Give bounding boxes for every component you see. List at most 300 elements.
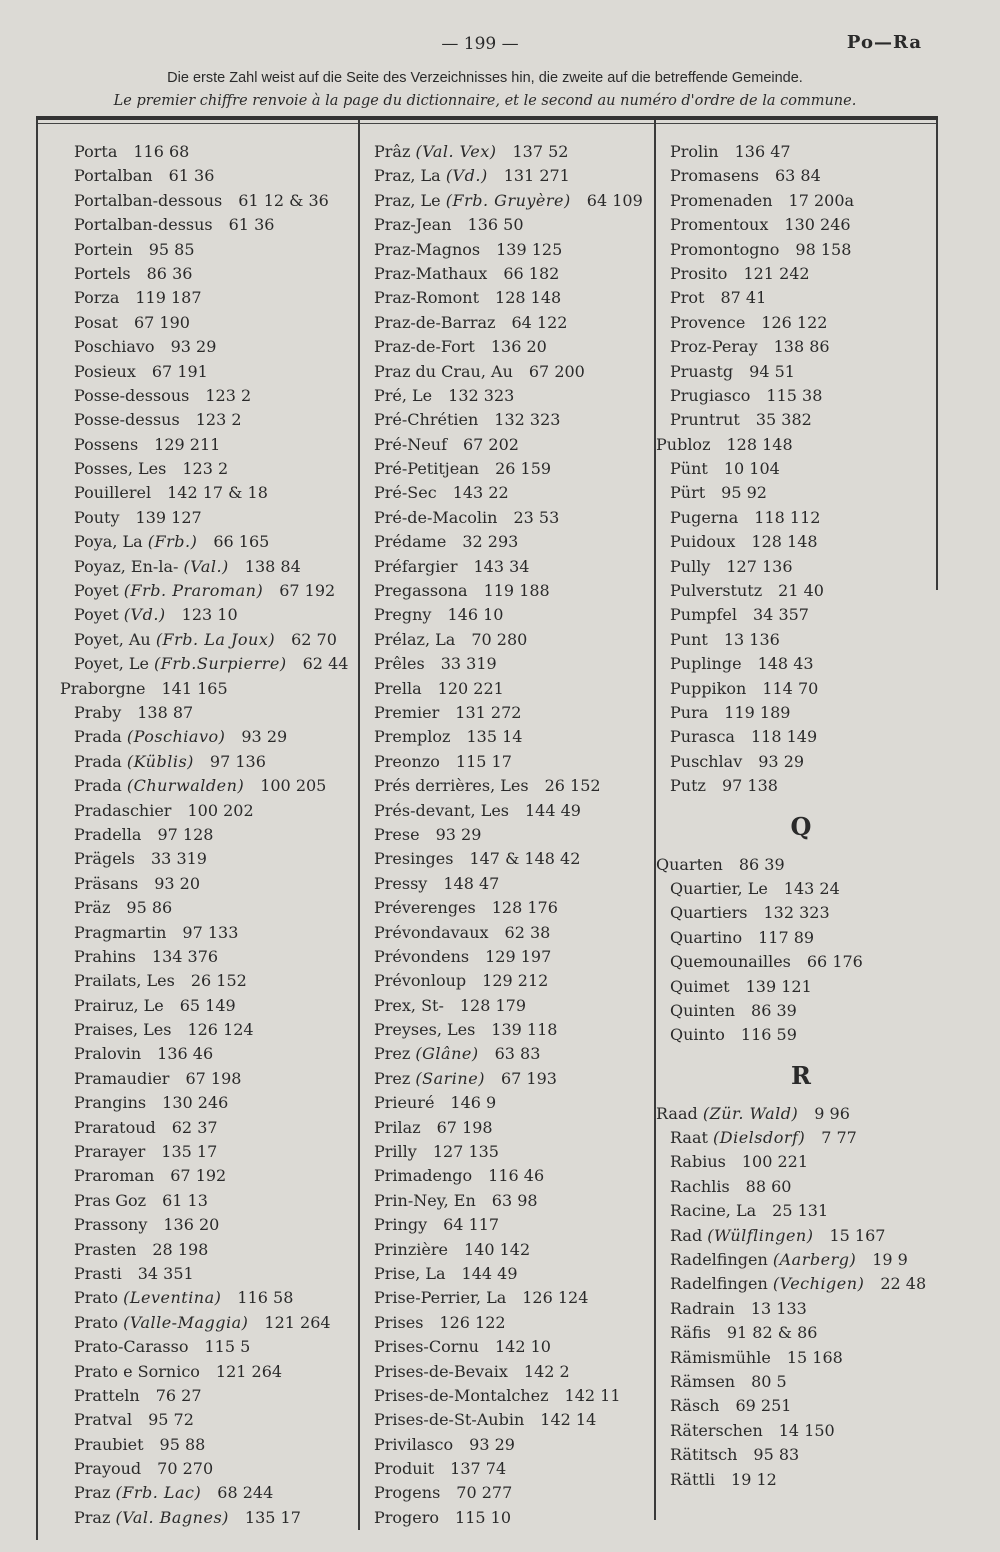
entry-note: (Vd.) — [123, 605, 166, 625]
index-entry — [374, 481, 652, 505]
entry-reference: 126 124 — [522, 1288, 589, 1308]
entry-reference: 128 148 — [495, 288, 562, 308]
entry-note: (Frb. Lac) — [115, 1483, 202, 1503]
index-entry — [374, 921, 652, 945]
entry-name: Racine, La — [670, 1201, 757, 1221]
entry-name: Portein — [74, 239, 133, 259]
index-entry — [670, 628, 932, 652]
entry-reference: 132 323 — [494, 410, 561, 430]
entry-name: Prises-Cornu — [374, 1337, 479, 1357]
entry-name: Prailats, Les — [74, 971, 175, 991]
entry-name: Prato — [74, 1288, 119, 1308]
entry-name: Prés-devant, Les — [374, 800, 509, 820]
entry-name: Prilaz — [374, 1117, 421, 1137]
entry-name: Pré-Chrétien — [374, 410, 479, 430]
index-entry — [374, 140, 652, 164]
entry-name: Präsans — [74, 873, 139, 893]
index-entry — [374, 677, 652, 701]
entry-name: Posieux — [74, 361, 136, 381]
entry-note: (Frb.) — [147, 532, 198, 552]
entry-name: Prise-Perrier, La — [374, 1288, 507, 1308]
entry-reference: 63 83 — [494, 1044, 541, 1064]
entry-note: (Aarberg) — [772, 1250, 857, 1270]
index-entry — [670, 262, 932, 286]
column-rule-middle — [358, 120, 360, 1530]
entry-name: Progero — [374, 1507, 440, 1527]
entry-reference: 132 323 — [763, 903, 830, 923]
entry-reference: 143 24 — [783, 878, 840, 898]
index-entry — [74, 1286, 354, 1310]
index-entry — [374, 530, 652, 554]
entry-reference: 65 149 — [179, 995, 236, 1015]
index-entry — [374, 506, 652, 530]
index-entry — [374, 1116, 652, 1140]
entry-note: (Wülflingen) — [707, 1225, 814, 1245]
entry-reference: 7 77 — [821, 1128, 857, 1148]
index-entry — [670, 926, 932, 950]
entry-name: Quimet — [670, 976, 730, 996]
index-entry — [74, 774, 354, 798]
index-entry — [670, 1023, 932, 1047]
entry-reference: 95 85 — [148, 239, 195, 259]
entry-name: Quarten — [656, 854, 723, 874]
entry-reference: 87 41 — [720, 288, 767, 308]
entry-reference: 67 193 — [500, 1068, 557, 1088]
entry-reference: 139 121 — [745, 976, 812, 996]
entry-name: Prada — [74, 751, 122, 771]
entry-reference: 120 221 — [437, 678, 504, 698]
index-entry — [74, 945, 354, 969]
entry-name: Prieuré — [374, 1093, 435, 1113]
index-entry — [74, 335, 354, 359]
entry-reference: 33 319 — [440, 654, 497, 674]
entry-reference: 97 138 — [721, 776, 778, 796]
entry-reference: 61 13 — [162, 1190, 208, 1210]
entry-name: Prises — [374, 1312, 424, 1332]
index-entry — [74, 750, 354, 774]
index-entry — [670, 1224, 932, 1248]
entry-note: (Sarine) — [415, 1068, 485, 1088]
column-rule-edge — [936, 120, 938, 590]
entry-name: Quemounailles — [670, 952, 791, 972]
entry-name: Prâz — [374, 142, 411, 161]
entry-name: Pré-Neuf — [374, 434, 447, 454]
index-entry — [74, 1262, 354, 1286]
entry-name: Préfargier — [374, 556, 458, 576]
index-entry — [670, 189, 932, 213]
index-entry — [670, 1126, 932, 1150]
entry-name: Prez — [374, 1068, 411, 1088]
entry-name: Praz-Magnos — [374, 239, 481, 259]
index-entry — [74, 1116, 354, 1140]
entry-reference: 93 29 — [241, 727, 288, 747]
index-entry — [374, 701, 652, 725]
entry-name: Quartiers — [670, 903, 748, 923]
entry-name: Prez — [374, 1044, 411, 1064]
index-entry — [670, 213, 932, 237]
entry-reference: 66 176 — [806, 952, 863, 972]
entry-reference: 138 86 — [773, 337, 830, 357]
entry-reference: 19 9 — [872, 1250, 908, 1270]
entry-reference: 26 152 — [544, 776, 601, 796]
index-entry — [670, 1419, 932, 1443]
entry-name: Prugiasco — [670, 385, 751, 405]
entry-reference: 9 96 — [814, 1103, 850, 1123]
index-entry — [374, 1091, 652, 1115]
index-entry — [74, 311, 354, 335]
entry-name: Poyaz, En-la- — [74, 556, 179, 576]
entry-reference: 67 200 — [528, 361, 585, 381]
entry-reference: 127 135 — [432, 1142, 499, 1162]
entry-name: Praz, La — [374, 166, 441, 186]
index-entry — [374, 847, 652, 871]
entry-reference: 123 2 — [195, 410, 242, 430]
entry-reference: 69 251 — [735, 1396, 792, 1416]
entry-reference: 138 84 — [244, 556, 301, 576]
entry-name: Rämsen — [670, 1371, 736, 1391]
entry-reference: 66 182 — [503, 263, 560, 283]
entry-name: Pré-Petitjean — [374, 459, 480, 479]
entry-name: Progens — [374, 1483, 441, 1503]
index-entry — [74, 603, 354, 627]
entry-note: (Val.) — [183, 556, 229, 576]
entry-name: Posses, Les — [74, 459, 167, 479]
entry-name: Praz-de-Fort — [374, 337, 475, 357]
index-entry — [670, 555, 932, 579]
entry-name: Portels — [74, 263, 131, 283]
header-rule-thin — [36, 123, 938, 124]
entry-name: Puschlav — [670, 751, 743, 771]
entry-name: Prêles — [374, 654, 425, 674]
entry-name: Pratval — [74, 1410, 133, 1430]
entry-name: Preyses, Les — [374, 1020, 476, 1040]
header-german: Die erste Zahl weist auf die Seite des Verzeichnisses hin, die zweite auf die betreffende Gemeinde. — [167, 70, 803, 86]
entry-reference: 62 37 — [171, 1117, 218, 1137]
index-column-3 — [656, 140, 932, 1492]
entry-name: Praz-de-Barraz — [374, 312, 496, 332]
index-entry — [670, 140, 932, 164]
entry-reference: 137 74 — [450, 1459, 507, 1479]
index-entry — [670, 457, 932, 481]
column-rule-right — [654, 120, 656, 1520]
index-entry — [74, 1164, 354, 1188]
index-entry — [670, 701, 932, 725]
entry-reference: 67 198 — [436, 1117, 493, 1137]
index-entry — [374, 969, 652, 993]
entry-name: Räfis — [670, 1323, 711, 1343]
entry-name: Pragmartin — [74, 922, 167, 942]
index-entry — [670, 164, 932, 188]
entry-note: (Leventina) — [123, 1288, 222, 1308]
index-entry — [374, 1286, 652, 1310]
index-entry — [74, 189, 354, 213]
entry-name: Prassony — [74, 1215, 148, 1235]
entry-reference: 146 9 — [450, 1093, 497, 1113]
entry-reference: 116 46 — [488, 1166, 545, 1186]
entry-name: Präz — [74, 898, 111, 918]
index-entry — [74, 555, 354, 579]
entry-name: Pradaschier — [74, 800, 172, 820]
entry-name: Prasti — [74, 1263, 122, 1283]
index-entry — [374, 750, 652, 774]
index-entry — [374, 652, 652, 676]
entry-reference: 95 72 — [148, 1410, 194, 1430]
entry-reference: 128 148 — [726, 434, 793, 454]
index-entry — [374, 360, 652, 384]
entry-reference: 130 246 — [162, 1093, 229, 1113]
entry-reference: 64 117 — [443, 1215, 500, 1235]
index-entry — [74, 628, 354, 652]
index-entry — [670, 238, 932, 262]
index-entry — [670, 1248, 932, 1272]
entry-name: Pratteln — [74, 1385, 140, 1405]
entry-reference: 119 189 — [724, 702, 791, 722]
entry-reference: 63 84 — [774, 166, 821, 186]
entry-note: (Valle-Maggia) — [123, 1312, 249, 1332]
section-letter: R — [791, 1060, 811, 1090]
entry-reference: 15 168 — [786, 1347, 843, 1367]
index-entry — [74, 408, 354, 432]
entry-reference: 95 83 — [753, 1445, 800, 1465]
entry-name: Purasca — [670, 727, 735, 747]
entry-reference: 66 165 — [213, 532, 270, 552]
entry-reference: 93 29 — [170, 337, 217, 357]
index-entry — [374, 238, 652, 262]
index-entry — [74, 1189, 354, 1213]
entry-name: Produit — [374, 1459, 435, 1479]
entry-reference: 118 112 — [754, 507, 821, 527]
entry-reference: 91 82 & 86 — [726, 1323, 818, 1343]
index-entry — [374, 896, 652, 920]
entry-reference: 126 122 — [761, 312, 828, 332]
index-entry — [374, 1311, 652, 1335]
entry-reference: 147 & 148 42 — [469, 849, 581, 869]
entry-reference: 140 142 — [463, 1239, 531, 1259]
entry-reference: 136 46 — [157, 1044, 214, 1064]
entry-reference: 19 12 — [731, 1469, 777, 1489]
entry-name: Praz — [74, 1483, 111, 1503]
entry-name: Quartino — [670, 927, 743, 947]
index-entry — [374, 799, 652, 823]
index-entry — [74, 1360, 354, 1384]
index-entry — [670, 1297, 932, 1321]
entry-reference: 117 89 — [758, 927, 815, 947]
entry-name: Prilly — [374, 1142, 417, 1162]
entry-name: Pressy — [374, 873, 428, 893]
index-entry — [374, 1408, 652, 1432]
index-entry — [670, 506, 932, 530]
section-letter: Q — [790, 811, 812, 841]
entry-name: Posse-dessous — [74, 385, 190, 405]
index-entry — [670, 652, 932, 676]
entry-name: Premploz — [374, 727, 451, 747]
entry-name: Poyet — [74, 605, 119, 625]
entry-reference: 138 87 — [137, 702, 194, 722]
entry-reference: 97 133 — [182, 922, 239, 942]
entry-reference: 116 59 — [740, 1025, 797, 1045]
entry-note: (Poschiavo) — [126, 727, 226, 747]
entry-reference: 61 36 — [168, 166, 215, 186]
entry-note: (Glâne) — [415, 1044, 479, 1064]
index-entry — [74, 457, 354, 481]
entry-name: Portalban — [74, 166, 153, 186]
entry-name: Radrain — [670, 1298, 735, 1318]
entry-reference: 123 2 — [205, 385, 252, 405]
entry-name: Prosito — [670, 263, 728, 283]
index-entry — [74, 1384, 354, 1408]
index-entry — [74, 579, 354, 603]
index-entry — [374, 1457, 652, 1481]
entry-name: Prot — [670, 288, 705, 308]
entry-name: Pré-Sec — [374, 483, 437, 503]
index-entry — [374, 1140, 652, 1164]
entry-name: Prin-Ney, En — [374, 1190, 476, 1210]
entry-name: Poschiavo — [74, 337, 155, 357]
entry-name: Pruastg — [670, 361, 734, 381]
index-entry — [60, 677, 354, 701]
entry-name: Praz-Jean — [374, 215, 452, 235]
index-entry — [74, 872, 354, 896]
entry-reference: 141 165 — [161, 678, 228, 698]
index-column-2 — [374, 140, 652, 1530]
header-french: Le premier chiffre renvoie à la page du dictionnaire, et le second au numéro d'ordre de la commune. — [113, 93, 857, 109]
entry-name: Pully — [670, 556, 711, 576]
entry-name: Pradella — [74, 824, 142, 844]
entry-reference: 94 51 — [749, 361, 795, 381]
entry-reference: 129 211 — [154, 434, 221, 454]
entry-name: Poyet, Le — [74, 654, 149, 674]
entry-note: (Frb. Gruyère) — [445, 190, 571, 210]
entry-name: Pouty — [74, 507, 120, 527]
entry-reference: 98 158 — [795, 239, 852, 259]
entry-reference: 26 152 — [190, 971, 247, 991]
entry-name: Pulverstutz — [670, 581, 763, 601]
entry-name: Prato e Sornico — [74, 1361, 200, 1381]
entry-name: Presinges — [374, 849, 454, 869]
entry-reference: 100 202 — [187, 800, 254, 820]
entry-name: Pregny — [374, 605, 432, 625]
entry-reference: 17 200a — [788, 190, 855, 210]
index-entry — [670, 1370, 932, 1394]
entry-reference: 64 109 — [586, 190, 643, 210]
entry-reference: 67 202 — [462, 434, 519, 454]
entry-reference: 128 176 — [491, 898, 558, 918]
entry-name: Quinto — [670, 1025, 725, 1045]
index-entry — [74, 823, 354, 847]
index-entry — [74, 1335, 354, 1359]
entry-name: Pras Goz — [74, 1190, 147, 1210]
index-entry — [374, 945, 652, 969]
index-entry — [374, 286, 652, 310]
index-entry — [374, 1238, 652, 1262]
index-entry — [374, 408, 652, 432]
index-entry — [374, 872, 652, 896]
entry-name: Rabius — [670, 1152, 726, 1172]
entry-name: Pouillerel — [74, 483, 152, 503]
entry-name: Préverenges — [374, 898, 476, 918]
entry-name: Prinzière — [374, 1239, 448, 1259]
entry-reference: 128 148 — [751, 532, 818, 552]
index-entry — [670, 725, 932, 749]
index-entry — [656, 1102, 932, 1126]
entry-name: Prasten — [74, 1239, 137, 1259]
index-entry — [374, 1262, 652, 1286]
entry-reference: 35 382 — [755, 410, 812, 430]
index-entry — [74, 1067, 354, 1091]
entry-reference: 143 34 — [473, 556, 530, 576]
entry-reference: 67 192 — [170, 1166, 227, 1186]
entry-name: Praz-Mathaux — [374, 263, 488, 283]
index-entry — [74, 1506, 354, 1530]
entry-reference: 86 36 — [146, 263, 193, 283]
index-entry — [374, 725, 652, 749]
index-entry — [374, 1164, 652, 1188]
entry-reference: 142 11 — [564, 1385, 621, 1405]
entry-name: Possens — [74, 434, 139, 454]
index-entry — [374, 335, 652, 359]
index-entry — [374, 628, 652, 652]
entry-reference: 95 86 — [126, 898, 173, 918]
entry-reference: 115 17 — [455, 751, 512, 771]
entry-reference: 15 167 — [829, 1225, 886, 1245]
entry-name: Prayoud — [74, 1459, 142, 1479]
index-entry — [74, 1091, 354, 1115]
entry-name: Prato-Carasso — [74, 1337, 189, 1357]
index-entry — [74, 847, 354, 871]
entry-note: (Dielsdorf) — [713, 1128, 806, 1148]
entry-reference: 136 20 — [490, 337, 547, 357]
entry-reference: 121 264 — [215, 1361, 283, 1381]
index-entry — [670, 311, 932, 335]
entry-reference: 148 47 — [443, 873, 500, 893]
index-entry — [74, 286, 354, 310]
index-entry — [74, 481, 354, 505]
entry-name: Quartier, Le — [670, 878, 768, 898]
entry-note: (Val. Vex) — [415, 142, 497, 161]
entry-reference: 129 212 — [482, 971, 549, 991]
entry-name: Prex, St- — [374, 995, 444, 1015]
index-entry — [74, 969, 354, 993]
entry-name: Pré-de-Macolin — [374, 507, 498, 527]
entry-name: Prises-de-St-Aubin — [374, 1410, 525, 1430]
entry-reference: 136 50 — [467, 215, 524, 235]
entry-name: Praz — [74, 1507, 111, 1527]
entry-reference: 134 376 — [151, 946, 219, 966]
entry-name: Rachlis — [670, 1176, 730, 1196]
entry-name: Prolin — [670, 142, 719, 161]
entry-name: Prada — [74, 776, 122, 796]
index-entry — [374, 189, 652, 213]
entry-name: Rämismühle — [670, 1347, 771, 1367]
entry-reference: 142 2 — [523, 1361, 570, 1381]
entry-name: Radelfingen — [670, 1274, 768, 1294]
entry-name: Praby — [74, 702, 122, 722]
entry-reference: 121 264 — [264, 1312, 331, 1332]
entry-reference: 97 136 — [209, 751, 266, 771]
index-entry — [670, 384, 932, 408]
index-entry — [374, 213, 652, 237]
index-entry — [74, 530, 354, 554]
index-entry — [74, 1481, 354, 1505]
entry-reference: 80 5 — [751, 1371, 787, 1391]
index-entry — [670, 950, 932, 974]
entry-reference: 123 10 — [181, 605, 238, 625]
entry-name: Praubiet — [74, 1434, 144, 1454]
entry-reference: 86 39 — [751, 1000, 797, 1020]
entry-reference: 146 10 — [447, 605, 504, 625]
entry-reference: 126 124 — [187, 1020, 254, 1040]
index-entry — [74, 1213, 354, 1237]
